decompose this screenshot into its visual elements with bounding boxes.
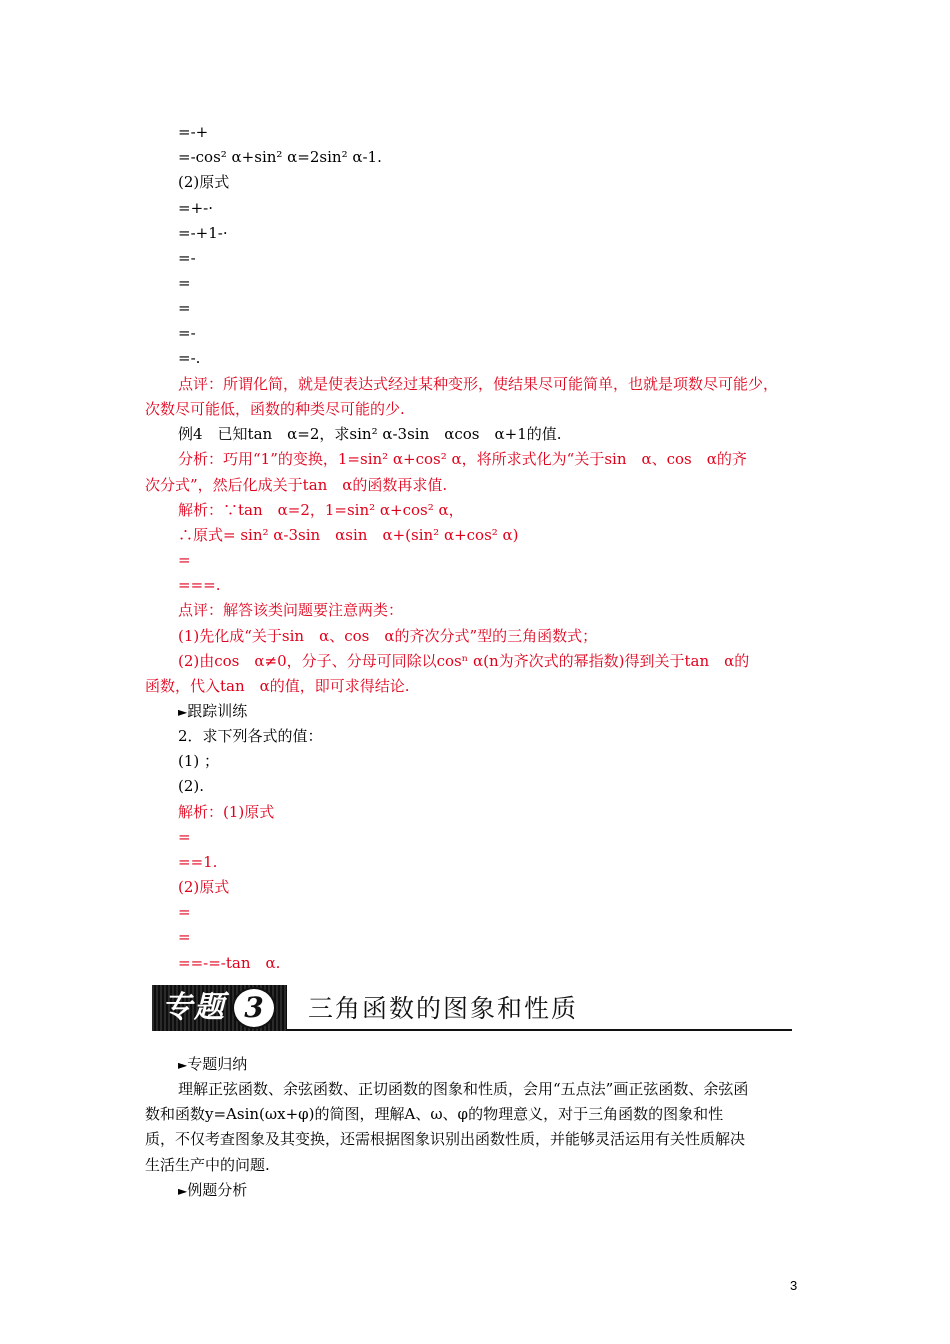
solution-line: ==-=-tan α. [178, 954, 281, 972]
comment-line: 次数尽可能低，函数的种类尽可能的少. [145, 400, 405, 418]
derivation-line: =-+ [178, 123, 209, 141]
comment-line: (2)由cos α≠0，分子、分母可同除以cosⁿ α(n为齐次式的幂指数)得到关于tan α的 [178, 652, 750, 670]
banner-rule [287, 1029, 792, 1031]
derivation-line: (2)原式 [178, 173, 230, 191]
practice-question: 2．求下列各式的值： [178, 727, 323, 745]
section-title: 三角函数的图象和性质 [308, 994, 579, 1023]
solution-line: = [178, 828, 191, 846]
derivation-line: =-+1-· [178, 224, 228, 242]
derivation-line: = [178, 274, 191, 292]
comment-title: 点评：解答该类问题要注意两类： [178, 601, 404, 619]
triangle-bullet-icon: ► [178, 1184, 188, 1198]
derivation-line: =+-· [178, 199, 213, 217]
analysis-line: 分析：巧用“1”的变换，1=sin² α+cos² α，将所求式化为“关于sin α、cos α的齐 [178, 450, 747, 468]
solution-line: 解析：(1)原式 [178, 803, 275, 821]
derivation-line: = [178, 299, 191, 317]
derivation-line: =-cos² α+sin² α=2sin² α-1. [178, 148, 382, 166]
summary-paragraph: 生活生产中的问题. [145, 1156, 270, 1174]
practice-heading: ►跟踪训练 [178, 702, 248, 720]
example-question: 例4 已知tan α=2，求sin² α-3sin αcos α+1的值. [178, 425, 562, 443]
summary-paragraph: 质，不仅考查图象及其变换，还需根据图象识别出函数性质，并能够灵活运用有关性质解决 [145, 1130, 746, 1148]
solution-line: 解析：∵tan α=2，1=sin² α+cos² α， [178, 501, 464, 519]
comment-line: 点评：所谓化简，就是使表达式经过某种变形，使结果尽可能简单，也就是项数尽可能少， [178, 375, 779, 393]
solution-line: ==1. [178, 853, 218, 871]
examples-heading: ►例题分析 [178, 1181, 248, 1199]
derivation-line: =- [178, 324, 196, 342]
banner-label-box [152, 985, 287, 1031]
analysis-line: 次分式”，然后化成关于tan α的函数再求值. [145, 476, 448, 494]
practice-question: (2). [178, 777, 205, 795]
solution-line: ===. [178, 576, 221, 594]
practice-question: (1) ； [178, 752, 220, 770]
summary-paragraph: 数和函数y=Asin(ωx+φ)的简图，理解A、ω、φ的物理意义，对于三角函数的图象和性 [145, 1105, 724, 1123]
derivation-line: =- [178, 249, 196, 267]
comment-line: (1)先化成“关于sin α、cos α的齐次分式”型的三角函数式； [178, 627, 598, 645]
summary-heading: ►专题归纳 [178, 1055, 248, 1073]
solution-line: = [178, 928, 191, 946]
triangle-bullet-icon: ► [178, 705, 188, 719]
section-banner [152, 985, 792, 1035]
banner-number: 3 [232, 987, 276, 1029]
comment-line: 函数，代入tan α的值，即可求得结论. [145, 677, 410, 695]
solution-line: = [178, 551, 191, 569]
banner-label: 专题 [162, 990, 226, 1025]
page-number: 3 [790, 1278, 798, 1293]
solution-line: ∴原式= sin² α-3sin αsin α+(sin² α+cos² α) [178, 526, 519, 544]
derivation-line: =-. [178, 349, 201, 367]
summary-paragraph: 理解正弦函数、余弦函数、正切函数的图象和性质，会用“五点法”画正弦函数、余弦函 [178, 1080, 749, 1098]
solution-line: (2)原式 [178, 878, 230, 896]
solution-line: = [178, 903, 191, 921]
triangle-bullet-icon: ► [178, 1058, 188, 1072]
